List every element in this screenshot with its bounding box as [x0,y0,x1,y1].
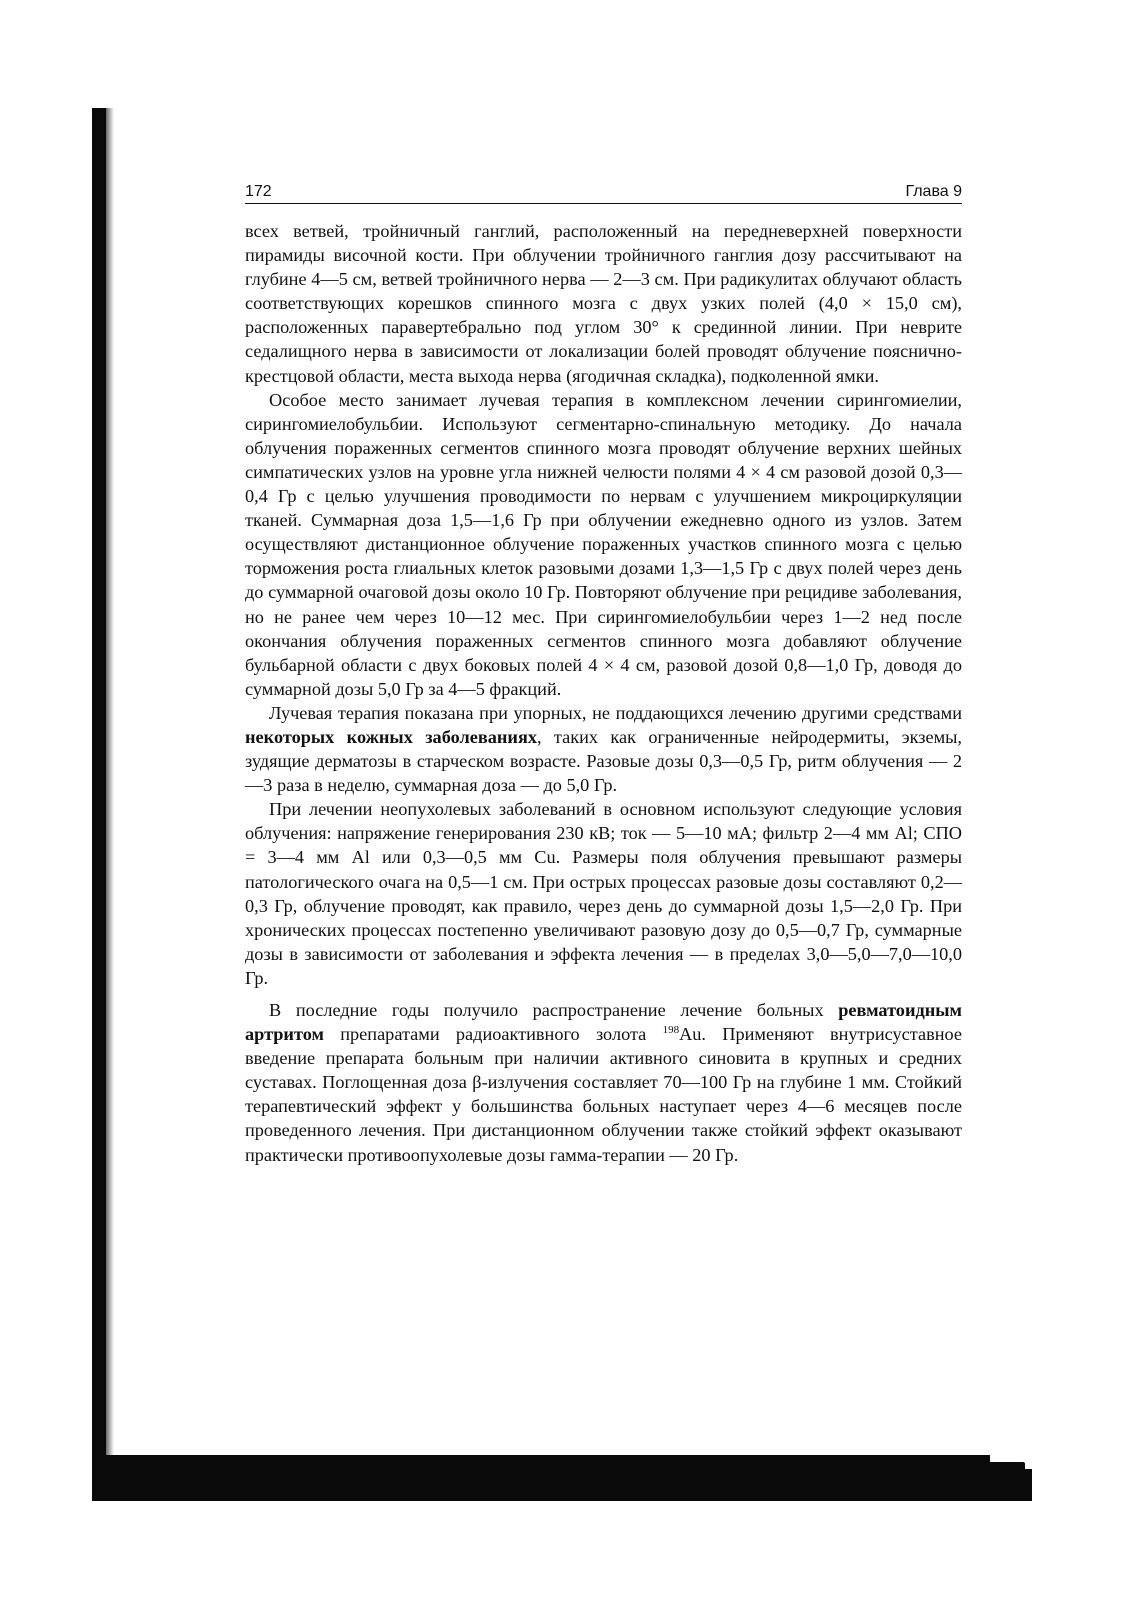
scan-border-left [92,108,106,1501]
paragraph-5-text-after: Au. Применяют внутрисуставное введение препарата больным при наличии активного синовита в крупных и средних суставах. Поглощенная доза β-излучения составляет 70—100 Гр на глубине 1 мм. Стойкий терапевтический эффект у большинства больных наступает через 4—6 месяцев после проведенного лечения. При дистанционном облучении также стойкий эффект оказывают практически противоопухолевые дозы гамма-терапии — 20 Гр. [245,1024,962,1165]
body-text [245,219,962,1167]
page-number: 172 [245,183,272,200]
scan-border-bottom [92,1455,1032,1501]
paragraph-5-text-before: В последние годы получило распространение лечение больных [269,1000,839,1020]
paragraph-5-bold-term: ревматоидным артритом [245,1000,962,1045]
paragraph-3-bold-term: некоторых кожных заболеваниях [245,726,537,747]
paragraph-3-text-before: Лучевая терапия показана при упорных, не поддающихся лечению другими средствами [269,702,962,723]
paragraph-3 [245,701,962,797]
paragraph-5 [245,998,962,1167]
scan-border-left-shadow [106,108,114,1501]
scan-border-notch [985,1462,1025,1472]
paragraph-3-text-after: , таких как ограниченные нейродермиты, экземы, зудящие дерматозы в старческом возрасте. Разовые дозы 0,3—0,5 Гр, ритм облучения — 2—3 раза в неделю, суммарная доза — до 5,0 Гр. [245,726,962,796]
paragraph-1: всех ветвей, тройничный ганглий, расположенный на передневерхней поверхности пирамиды височной кости. При облучении тройничного ганглия дозу рассчитывают на глубине 4—5 см, ветвей тройничного нерва — 2—3 см. При радикулитах облучают область соответствующих корешков спинного мозга с двух узких полей (4,0 × 15,0 см), расположенных паравертебрально под углом 30° к срединной линии. При неврите седалищного нерва в зависимости от локализации болей проводят облучение пояснично-крестцовой области, места выхода нерва (ягодичная складка), подколенной ямки. [245,221,962,386]
paragraph-4: При лечении неопухолевых заболеваний в основном используют следующие условия облучения: напряжение генерирования 230 кВ; ток — 5—10 мА; фильтр 2—4 мм Al; СПО = 3—4 мм Al или 0,3—0,5 мм Cu. Размеры поля облучения превышают размеры патологического очага на 0,5—1 см. При острых процессах разовые дозы составляют 0,2—0,3 Гр, облучение проводят, как правило, через день до суммарной дозы 1,5—2,0 Гр. При хронических процессах постепенно увеличивают разовую дозу до 0,5—0,7 Гр, суммарные дозы в зависимости от заболевания и эффекта лечения — в пределах 3,0—5,0—7,0—10,0 Гр. [245,799,962,988]
paragraph-5-text-middle: препаратами радиоактивного золота [323,1024,663,1045]
chapter-title: Глава 9 [905,183,962,200]
running-head [245,183,962,204]
paragraph-2: Особое место занимает лучевая терапия в комплексном лечении сирингомиелии, сирингомиелобульбии. Используют сегментарно-спинальную методику. До начала облучения пораженных сегментов спинного мозга проводят облучение верхних шейных симпатических узлов на уровне угла нижней челюсти полями 4 × 4 см разовой дозой 0,3—0,4 Гр с целью улучшения проводимости по нервам с улучшением микроциркуляции тканей. Суммарная доза 1,5—1,6 Гр при облучении ежедневно одного из узлов. Затем осуществляют дистанционное облучение пораженных участков спинного мозга с целью торможения роста глиальных клеток разовыми дозами 1,3—1,5 Гр с двух полей через день до суммарной очаговой дозы около 10 Гр. Повторяют облучение при рецидиве заболевания, но не ранее чем через 10—12 мес. При сирингомиелобульбии через 1—2 нед после окончания облучения пораженных сегментов спинного мозга добавляют облучение бульбарной области с двух боковых полей 4 × 4 см, разовой дозой 0,8—1,0 Гр, доводя до суммарной дозы 5,0 Гр за 4—5 фракций. [245,389,962,699]
isotope-mass-number: 198 [662,1024,680,1037]
book-page [245,183,962,1167]
